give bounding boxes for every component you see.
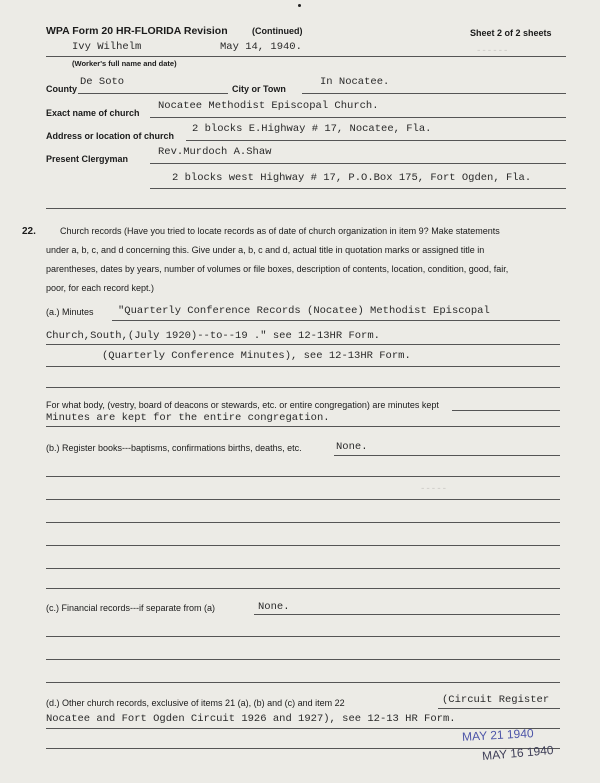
received-stamp-2: MAY 16 1940 (481, 742, 555, 764)
other-records-line-2: Nocatee and Fort Ogden Circuit 1926 and 1927), see 12-13 HR Form. (46, 713, 456, 725)
minutes-line-3: (Quarterly Conference Minutes), see 12-13HR Form. (102, 350, 411, 362)
other-records-line-1: (Circuit Register (442, 694, 550, 706)
punch-mark (298, 4, 301, 7)
financial-rule-1 (46, 636, 560, 637)
form-title-suffix: (Continued) (252, 26, 303, 36)
financial-rule-2 (46, 659, 560, 660)
church-label: Exact name of church (46, 108, 140, 118)
minutes-line-2: Church,South,(July 1920)--to--19 ." see 12-13HR Form. (46, 330, 380, 342)
minutes-line-1: "Quarterly Conference Records (Nocatee) Methodist Episcopal (118, 305, 490, 317)
minutes-rule-2 (46, 344, 560, 345)
other-records-label: (d.) Other church records, exclusive of items 21 (a), (b) and (c) and item 22 (46, 698, 345, 708)
register-rule-5 (46, 568, 560, 569)
body-answer-line (46, 426, 560, 427)
register-rule-4 (46, 545, 560, 546)
county-line (78, 93, 228, 94)
instructions-line-1: Church records (Have you tried to locate records as of date of church organization in item 9? Make statements (60, 226, 500, 236)
city-value: In Nocatee. (320, 76, 390, 88)
register-rule-3 (46, 522, 560, 523)
body-question-line (452, 410, 560, 411)
report-date: May 14, 1940. (220, 41, 302, 53)
minutes-rule-4 (46, 387, 560, 388)
clergy-address: 2 blocks west Highway # 17, P.O.Box 175, Fort Ogden, Fla. (172, 172, 532, 184)
address-line (186, 140, 566, 141)
separator-line (46, 208, 566, 209)
worker-line (46, 56, 566, 57)
address-label: Address or location of church (46, 131, 175, 141)
register-books-line (334, 455, 560, 456)
city-label: City or Town (232, 84, 286, 94)
received-stamp-1: MAY 21 1940 (461, 726, 534, 744)
instructions-line-4: poor, for each record kept.) (46, 283, 155, 293)
financial-records-label: (c.) Financial records---if separate from (a) (46, 603, 216, 613)
register-rule-6 (46, 588, 560, 589)
church-line (150, 117, 566, 118)
clergy-label: Present Clergyman (46, 154, 129, 164)
city-line (302, 93, 566, 94)
financial-records-line (254, 614, 560, 615)
minutes-rule-1 (112, 320, 560, 321)
other-records-rule-1 (438, 708, 560, 709)
instructions-line-3: parentheses, dates by years, number of volumes or file boxes, description of contents, location, condition, good, fair, (46, 264, 509, 274)
minutes-rule-3 (46, 366, 560, 367)
register-rule-2 (46, 499, 560, 500)
financial-records-value: None. (258, 601, 290, 613)
financial-rule-3 (46, 682, 560, 683)
church-value: Nocatee Methodist Episcopal Church. (158, 100, 379, 112)
county-value: De Soto (80, 76, 125, 88)
worker-caption: (Worker's full name and date) (72, 59, 177, 68)
item-22-number: 22. (22, 226, 36, 237)
minutes-label: (a.) Minutes (46, 307, 94, 317)
body-answer: Minutes are kept for the entire congregation. (46, 412, 330, 424)
sheet-number: Sheet 2 of 2 sheets (470, 28, 552, 38)
register-books-value: None. (336, 441, 368, 453)
clergy-value: Rev.Murdoch A.Shaw (158, 146, 272, 158)
form-title: WPA Form 20 HR-FLORIDA Revision (46, 25, 228, 37)
address-value: 2 blocks E.Highway # 17, Nocatee, Fla. (192, 123, 432, 135)
clergy-address-line (150, 188, 566, 189)
document-page: WPA Form 20 HR-FLORIDA Revision (Continued) Sheet 2 of 2 sheets Ivy Wilhelm May 14, 1940. (Worker's full name and date) County De Soto City or Town In Nocatee. Exact name of church Nocatee Methodist Episcopal Church. Address or location of church 2 blocks E.Highway # 17, Nocatee, Fla. Present Clergyman Rev.Murdoch A.Shaw 2 blocks west Highway # 17, P.O.Box 175, Fort Ogden, Fla. ------ ----- 22. Church records (Have you tried to locate records as of date of church organization in item 9? Make statements under a, b, c, and d concerning this. Give under a, b, c and d, actual title in quotation marks or assigned title in parentheses, dates by years, number of volumes or file boxes, description of contents, location, condition, good, fair, poor, for each record kept.) (a.) Minutes "Quarterly Conference Records (Nocatee) Methodist Episcopal Church,South,(July 1920)--to--19 ." see 12-13HR Form. (Quarterly Conference Minutes), see 12-13HR Form. For what body, (vestry, board of deacons or stewards, etc. or entire congregation) are minutes kept Minutes are kept for the entire congregation. (b.) Register books---baptisms, confirmations births, deaths, etc. None. (c.) Financial records---if separate from (a) None. (d.) Other church records, exclusive of items 21 (a), (b) and (c) and item 22 (Circuit Register Nocatee and Fort Ogden Circuit 1926 and 1927), see 12-13 HR Form. MAY 21 1940 MAY 16 1940 (0, 0, 600, 783)
county-label: County (46, 84, 77, 94)
clergy-line (150, 163, 566, 164)
register-rule-1 (46, 476, 560, 477)
body-question: For what body, (vestry, board of deacons or stewards, etc. or entire congregation) are minutes kept (46, 400, 439, 410)
worker-name: Ivy Wilhelm (72, 41, 142, 53)
register-books-label: (b.) Register books---baptisms, confirmations births, deaths, etc. (46, 443, 302, 453)
instructions-line-2: under a, b, c, and d concerning this. Give under a, b, c and d, actual title in quotation marks or assigned title in (46, 245, 485, 255)
